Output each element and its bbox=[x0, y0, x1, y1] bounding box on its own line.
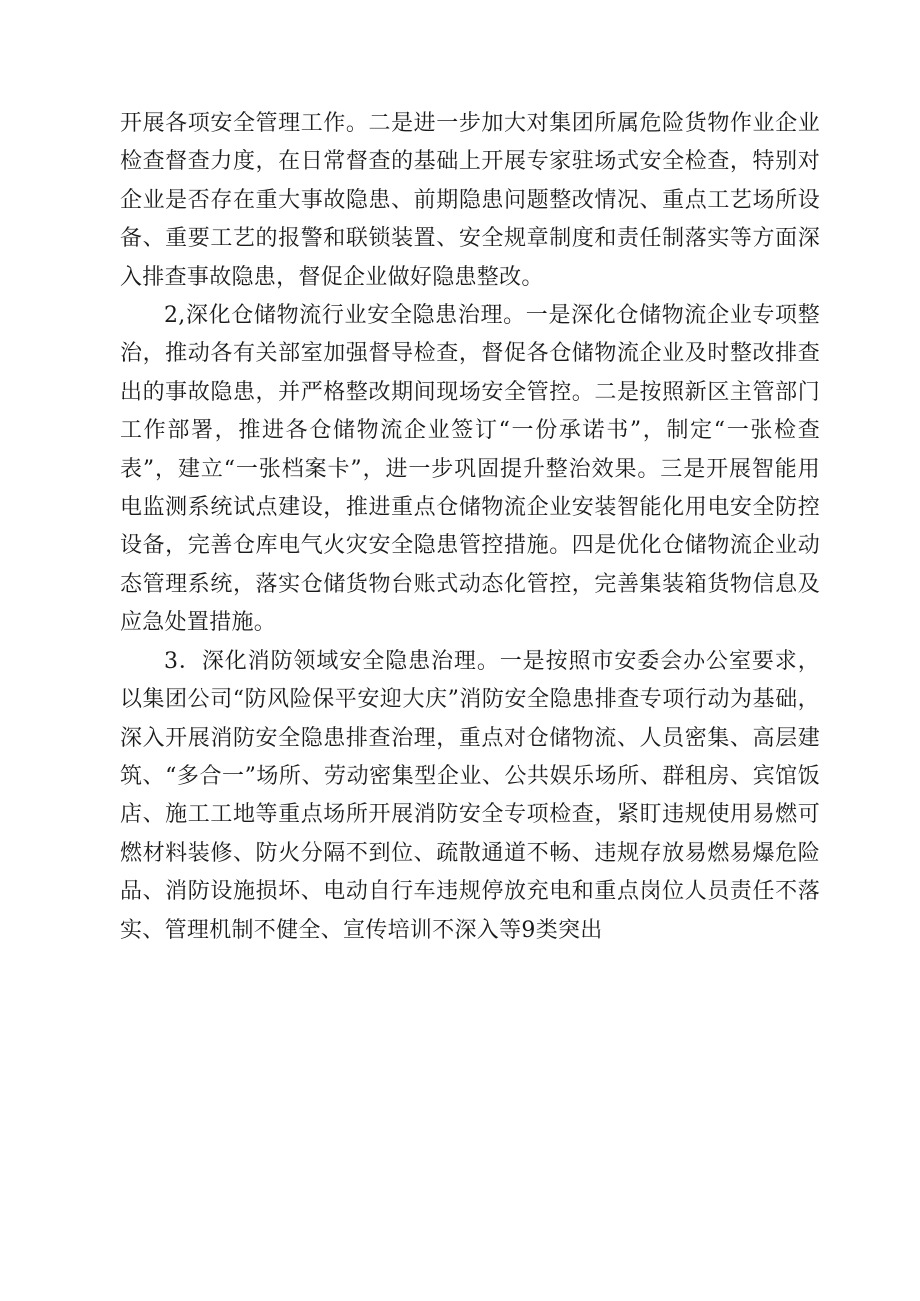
paragraph-continuation: 开展各项安全管理工作。二是进一步加大对集团所属危险货物作业企业检查督查力度，在日常督查的基础上开展专家驻场式安全检查，特别对企业是否存在重大事故隐患、前期隐患问题整改情况、重点工艺场所设备、重要工艺的报警和联锁装置、安全规章制度和责任制落实等方面深入排查事故隐患，督促企业做好隐患整改。 bbox=[120, 111, 820, 290]
document-body bbox=[120, 105, 820, 950]
paragraph-warehouse-logistics: 2,深化仓储物流行业安全隐患治理。一是深化仓储物流企业专项整治，推动各有关部室加强督导检查，督促各仓储物流企业及时整改排查出的事故隐患，并严格整改期间现场安全管控。二是按照新区主管部门工作部署，推进各仓储物流企业签订“一份承诺书”，制定“一张检查表”，建立“一张档案卡”，进一步巩固提升整治效果。三是开展智能用电监测系统试点建设，推进重点仓储物流企业安装智能化用电安全防控设备，完善仓库电气火灾安全隐患管控措施。四是优化仓储物流企业动态管理系统，落实仓储货物台账式动态化管控，完善集装箱货物信息及应急处置措施。 bbox=[120, 303, 820, 636]
paragraph-fire-safety: 3．深化消防领域安全隐患治理。一是按照市安委会办公室要求，以集团公司“防风险保平安迎大庆”消防安全隐患排查专项行动为基础，深入开展消防安全隐患排查治理，重点对仓储物流、人员密集、高层建筑、“多合一”场所、劳动密集型企业、公共娱乐场所、群租房、宾馆饭店、施工工地等重点场所开展消防安全专项检查，紧盯违规使用易燃可燃材料装修、防火分隔不到位、疏散通道不畅、违规存放易燃易爆危险品、消防设施损坏、电动自行车违规停放充电和重点岗位人员责任不落实、管理机制不健全、宣传培训不深入等9类突出 bbox=[120, 648, 820, 943]
